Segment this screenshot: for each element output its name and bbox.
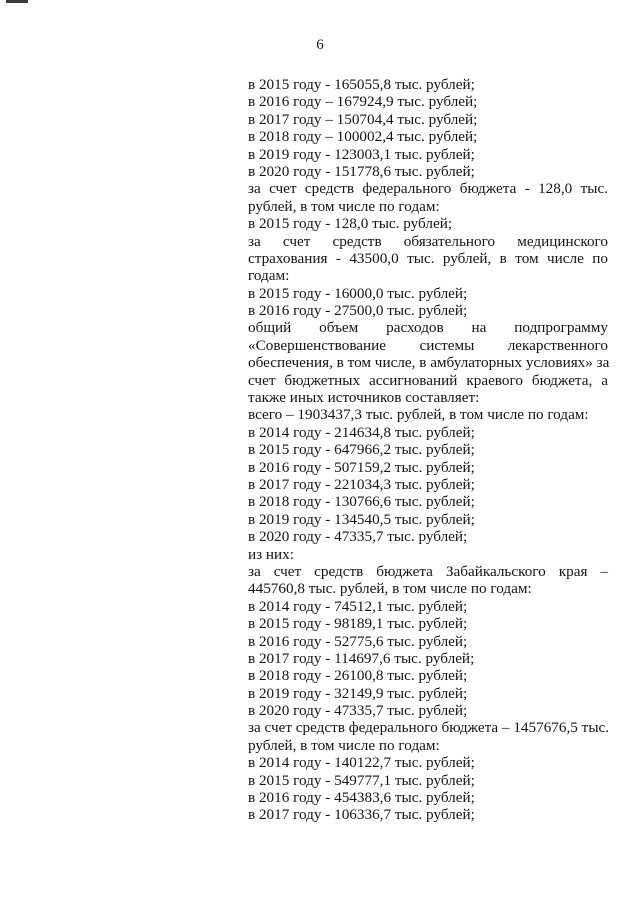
page-number: 6 bbox=[316, 37, 324, 53]
text-line: рублей, в том числе по годам: bbox=[248, 197, 440, 215]
text-line: в 2016 году – 167924,9 тыс. рублей; bbox=[248, 93, 478, 111]
text-line: 445760,8 тыс. рублей, в том числе по годам: bbox=[248, 580, 532, 598]
text-line: в 2018 году – 100002,4 тыс. рублей; bbox=[248, 128, 478, 146]
text-line: в 2019 году - 123003,1 тыс. рублей; bbox=[248, 145, 475, 163]
text-line: всего – 1903437,3 тыс. рублей, в том числе по годам: bbox=[248, 406, 589, 424]
text-line: также иных источников составляет: bbox=[248, 389, 480, 407]
text-line: за счет средств федерального бюджета - 128,0 тыс. bbox=[248, 180, 608, 198]
text-line: в 2015 году - 128,0 тыс. рублей; bbox=[248, 215, 453, 233]
text-line: за счет средств обязательного медицинского bbox=[248, 232, 608, 250]
text-line: в 2017 году - 221034,3 тыс. рублей; bbox=[248, 475, 475, 493]
text-line: в 2018 году - 130766,6 тыс. рублей; bbox=[248, 493, 475, 511]
document-body bbox=[248, 76, 608, 824]
text-line: в 2020 году - 47335,7 тыс. рублей; bbox=[248, 528, 468, 546]
text-line: в 2016 году - 27500,0 тыс. рублей; bbox=[248, 302, 468, 320]
text-line: из них: bbox=[248, 545, 294, 563]
text-line: обеспечения, в том числе, в амбулаторных условиях» за bbox=[248, 354, 610, 372]
text-line: рублей, в том числе по годам: bbox=[248, 736, 440, 754]
text-line: счет бюджетных ассигнований краевого бюджета, а bbox=[248, 371, 608, 389]
text-line: годам: bbox=[248, 267, 290, 285]
text-line: в 2015 году - 647966,2 тыс. рублей; bbox=[248, 441, 475, 459]
scan-corner-mark bbox=[6, 0, 28, 3]
text-line: в 2017 году - 106336,7 тыс. рублей; bbox=[248, 806, 475, 824]
text-line: «Совершенствование системы лекарственного bbox=[248, 336, 608, 354]
text-line: в 2019 году - 134540,5 тыс. рублей; bbox=[248, 510, 475, 528]
text-line: страхования - 43500,0 тыс. рублей, в том числе по bbox=[248, 249, 608, 267]
text-line: в 2020 году - 47335,7 тыс. рублей; bbox=[248, 702, 468, 720]
text-line: за счет средств бюджета Забайкальского края – bbox=[248, 562, 608, 580]
text-line: в 2014 году - 74512,1 тыс. рублей; bbox=[248, 597, 468, 615]
text-line: в 2016 году - 507159,2 тыс. рублей; bbox=[248, 458, 475, 476]
text-line: в 2017 году – 150704,4 тыс. рублей; bbox=[248, 110, 478, 128]
text-line: общий объем расходов на подпрограмму bbox=[248, 319, 608, 337]
text-line: в 2015 году - 98189,1 тыс. рублей; bbox=[248, 615, 468, 633]
text-line: в 2014 году - 214634,8 тыс. рублей; bbox=[248, 423, 475, 441]
text-line: в 2016 году - 52775,6 тыс. рублей; bbox=[248, 632, 468, 650]
text-line: в 2015 году - 549777,1 тыс. рублей; bbox=[248, 771, 475, 789]
text-line: в 2020 году - 151778,6 тыс. рублей; bbox=[248, 162, 475, 180]
text-line: в 2019 году - 32149,9 тыс. рублей; bbox=[248, 684, 468, 702]
text-line: в 2017 году - 114697,6 тыс. рублей; bbox=[248, 649, 475, 667]
text-line: в 2015 году - 165055,8 тыс. рублей; bbox=[248, 76, 475, 93]
text-line: в 2015 году - 16000,0 тыс. рублей; bbox=[248, 284, 468, 302]
text-line: в 2014 году - 140122,7 тыс. рублей; bbox=[248, 754, 475, 772]
text-line: в 2018 году - 26100,8 тыс. рублей; bbox=[248, 667, 468, 685]
text-line: в 2016 году - 454383,6 тыс. рублей; bbox=[248, 789, 475, 807]
text-line: за счет средств федерального бюджета – 1457676,5 тыс. bbox=[248, 719, 610, 737]
